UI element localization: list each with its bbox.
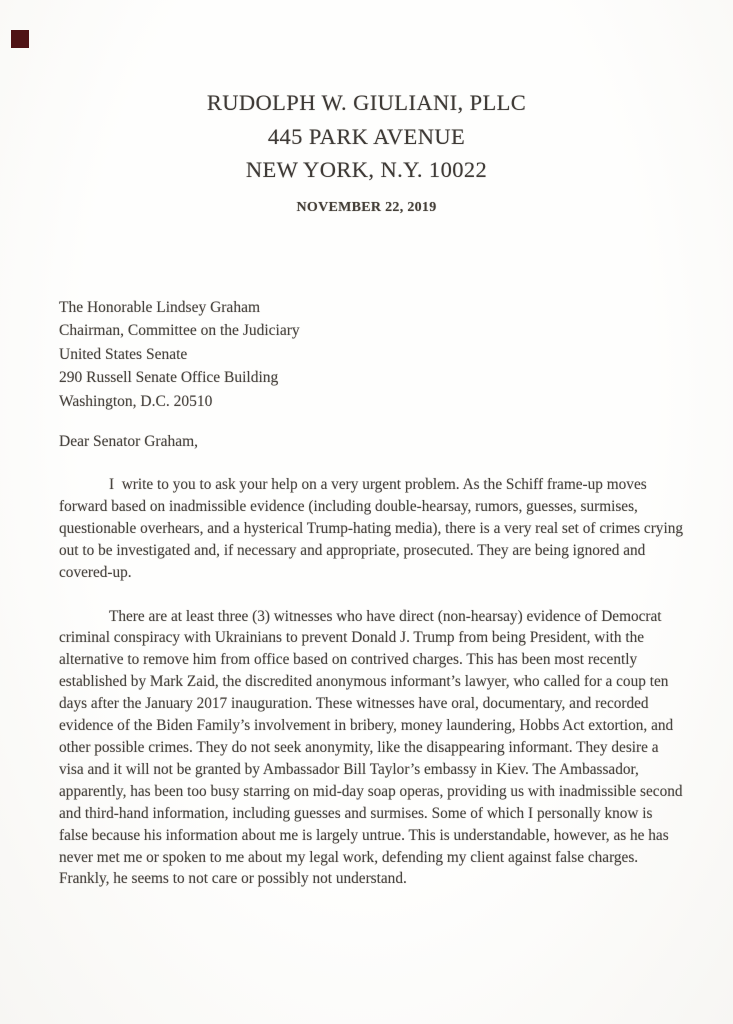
letterhead-street-address: 445 PARK AVENUE <box>267 123 466 149</box>
letterhead-firm-name: RUDOLPH W. GIULIANI, PLLC <box>206 90 527 115</box>
recipient-block <box>0 296 733 414</box>
salutation: Dear Senator Graham, <box>59 433 199 450</box>
recipient-name: The Honorable Lindsey Graham <box>59 298 261 316</box>
date-line: NOVEMBER 22, 2019 <box>296 199 437 215</box>
letterhead <box>0 0 733 187</box>
recipient-title: Chairman, Committee on the Judiciary <box>59 322 300 339</box>
recipient-organization: United States Senate <box>59 345 188 363</box>
letter-body <box>0 474 733 890</box>
body-paragraph-1: I write to you to ask your help on a very urgent problem. As the Schiff frame-up moves forward based on inadmissible evidence (including double-hearsay, rumors, guesses, surmises, questionable overhears, and a hysterical Trump-hating media), there is a very real set of crimes crying out to be investigated and, if necessary and appropriate, prosecuted. They are being ignored and covered-up. <box>59 476 687 581</box>
recipient-city: Washington, D.C. 20510 <box>59 392 213 410</box>
body-paragraph-2: There are at least three (3) witnesses who have direct (non-hearsay) evidence of Democrat criminal conspiracy with Ukrainians to prevent Donald J. Trump from being President, with the alternative to remove him from office based on contrived charges. This has been most recently established by Mark Zaid, the discredited anonymous informant’s lawyer, who called for a coup ten days after the January 2017 inauguration. These witnesses have oral, documentary, and recorded evidence of the Biden Family’s involvement in bribery, money laundering, Hobbs Act extortion, and other possible crimes. They do not seek anonymity, like the disappearing informant. They desire a visa and it will not be granted by Ambassador Bill Taylor’s embassy in Kiev. The Ambassador, apparently, has been too busy starring on mid-day soap operas, providing us with inadmissible second and third-hand information, including guesses and surmises. Some of which I personally know is false because his information about me is largely untrue. This is understandable, however, as he has never met me or spoken to me about my legal work, defending my client against false charges. Frankly, he seems to not care or possibly not understand. <box>59 607 687 888</box>
recipient-street: 290 Russell Senate Office Building <box>59 369 279 386</box>
scan-artifact-square <box>11 30 29 48</box>
letterhead-city-line: NEW YORK, N.Y. 10022 <box>245 157 488 182</box>
